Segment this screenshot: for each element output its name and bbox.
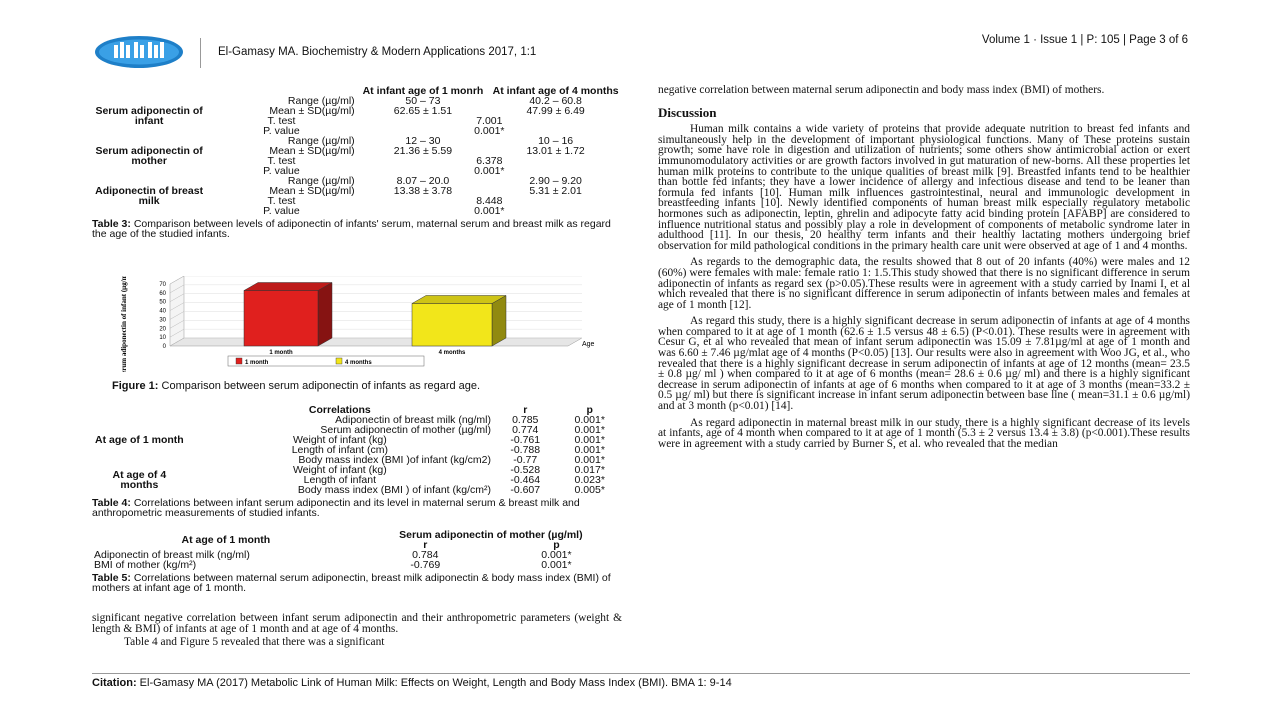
table-cell: 6.378 <box>476 155 503 167</box>
table-cell: 0.001* <box>574 454 605 466</box>
chart-bars <box>244 283 506 346</box>
table-4-header-label: Correlations <box>308 404 371 416</box>
table-cell: 7.001 <box>476 115 503 127</box>
table-4-header-r: r <box>523 404 528 416</box>
table-cell: 0.017* <box>574 464 605 476</box>
table-cell: Range (µg/ml) <box>287 95 355 107</box>
table-cell: Range (µg/ml) <box>287 175 355 187</box>
legend-swatch <box>336 358 342 364</box>
y-tick-label: 50 <box>159 299 166 306</box>
table-4-grid <box>92 405 622 495</box>
y-tick-label: 10 <box>159 335 166 342</box>
table-cell: 0.001* <box>574 444 605 456</box>
bar-front <box>412 303 492 346</box>
y-tick-label: 60 <box>159 290 166 297</box>
citation-text: El-Gamasy MA (2017) Metabolic Link of Human Milk: Effects on Weight, Length and Body Mass Index (BMI). BMA 1: 9-14 <box>136 677 732 689</box>
table-5-caption-text: Correlations between maternal serum adiponectin, breast milk adiponectin & body mass index (BMI) of mothers at infant age of 1 month. <box>92 572 611 594</box>
y-axis-label: Serum adiponectin of infant (µg/ml) <box>120 276 128 372</box>
table-3-col-1: At infant age of 1 monrh <box>362 85 484 97</box>
y-tick-label: 70 <box>159 282 166 288</box>
x-category-label: 1 month <box>269 350 293 356</box>
citation-label: Citation: <box>92 677 137 689</box>
table-cell: 0.023* <box>574 474 605 486</box>
table-cell: Length of infant <box>303 474 377 486</box>
table-cell: 47.99 ± 6.49 <box>526 105 585 117</box>
table-cell: BMI of mother (kg/m²) <box>94 559 197 571</box>
x-axis-label: Age <box>582 341 595 348</box>
paragraph: Human milk contains a wide variety of proteins that provide adequate nutrition to breast fed infants and simultaneously help in the development of important physiological functions. Many of These proteins sustain growth; some have role in digestion and utilization of nutrients; some others show antimicrobial action or exert immunomodulatory activities or are growth factors involved in gut maturation of new-borns. All these properties let human milk proteins to contribute to the unique qualities of breast milk [9]. Breastfed infants tend to be healthier than bottle fed infants; they have a lower incidence of allergy and infectious disease and tend to be leaner than formula fed infants [10]. Human milk influences gastrointestinal, neural and immunologic development in breastfeeding infants [10]. Newly identified components of human breast milk especially regulatory metabolic hormones such as adiponectin, leptin, ghrelin and adipocyte fatty acid binding protein [AFABP] are considered to influence nutritional status and possibly play a role in development of components of metabolic syndrome later in adulthood [11]. In our thesis, 20 healthy term infants and their healthy lactating mothers undergoing brief observation for mild pathological conditions in the primary health care unit were observed at age of 1 and 4 months. <box>658 123 1190 252</box>
table-cell: 40.2 – 60.8 <box>529 95 582 107</box>
table-cell: Mean ± SD(µg/ml) <box>269 145 355 157</box>
legend-swatch <box>236 358 242 364</box>
table-cell: Adiponectin of breast milk (ng/ml) <box>335 414 491 426</box>
bar-top <box>244 283 332 291</box>
table-cell: Mean ± SD(µg/ml) <box>269 105 355 117</box>
table-3-col-2: At infant age of 4 months <box>492 85 619 97</box>
table-cell: 0.001* <box>541 549 572 561</box>
paragraph: As regard adiponectin in maternal breast milk in our study, there is a highly significant decrease of its levels at infants, age of 4 month when compared to it at age of 1 month (5.3 ± 2 versus 13.4 ± 3.8) (p<0.001).These results were in agreement with a study carried by Burner S, et al. who revealed that the median <box>658 416 1190 450</box>
x-category-labels <box>269 350 466 356</box>
table-cell: Length of infant (cm) <box>291 444 388 456</box>
table-3-caption-text: Comparison between levels of adiponectin of infants' serum, maternal serum and breast milk as regard the age of the studied infants. <box>92 218 611 240</box>
chart-side-wall <box>170 276 184 346</box>
y-tick-label: 30 <box>159 317 166 324</box>
chart-gridlines <box>170 276 582 346</box>
table-5-head-right: Serum adiponectin of mother (µg/ml) <box>399 529 583 541</box>
table-4-group-label: At age of 1 month <box>95 434 184 446</box>
table-cell: -0.607 <box>510 484 541 496</box>
table-cell: -0.761 <box>510 434 541 446</box>
table-cell: 0.001* <box>474 165 505 177</box>
table-cell: 13.38 ± 3.78 <box>393 185 453 197</box>
right-body-text <box>658 85 1190 449</box>
table-cell: -0.77 <box>513 454 538 466</box>
table-cell: Body mass index (BMI ) of infant (kg/cm²) <box>297 484 491 496</box>
table-3-group-label: Serum adiponectin of mother <box>95 145 203 167</box>
paragraph: As regard this study, there is a highly significant decrease in serum adiponectin of infants at age of 4 months when compared to it at age of 1 month (62.6 ± 1.5 versus 48 ± 6.5) (P<0.01). These results were in agreement with Cesur G, et al who revealed that mean of infant serum adiponectin was 15.09 ± 7.81µg/ml at age of 1 month and was 6.60 ± 7.46 µg/mlat age of 4 months (P<0.05) [13]. Our results were also in agreement with Woo JG, et al., who revealed that there is a highly significant decrease in serum adiponectin of infants at age of 12 months (mean= 23.5 ± 0.8 µg/ ml ) when compared to it at age of 6 months (mean= 28.6 ± 0.6 µg/ ml) and there is a highly significant decrease in serum adiponectin of infants at age of 6 months when compared to it at age of 3 months (mean=33.2 ± 0.5 µg/ ml) but there is significant increase in infant serum adiponectin between base line ( mean=31.1 ± 0.6 µg/ml) and at 3 month (p<0.01) [14]. <box>658 315 1190 413</box>
header-divider <box>200 38 201 68</box>
table-cell: 21.36 ± 5.59 <box>393 145 453 157</box>
table-5-grid <box>92 530 622 570</box>
table-5-head-left: At age of 1 month <box>181 534 271 546</box>
table-cell: Weight of infant (kg) <box>292 464 387 476</box>
journal-logo <box>94 34 184 70</box>
legend-label: 4 months <box>345 360 372 366</box>
table-cell: 0.001* <box>574 424 605 436</box>
table-cell: 0.774 <box>512 424 539 436</box>
table-cell: 0.784 <box>412 549 439 561</box>
figure-1-chart <box>112 276 622 392</box>
table-cell: 5.31 ± 2.01 <box>529 185 582 197</box>
table-cell: T. test <box>267 195 296 207</box>
table-cell: 10 – 16 <box>538 135 574 147</box>
table-cell: 8.07 – 20.0 <box>396 175 450 187</box>
chart-legend <box>228 356 424 366</box>
table-cell: 0.785 <box>512 414 539 426</box>
footer-divider <box>92 673 1190 674</box>
table-cell: 0.001* <box>574 414 605 426</box>
table-cell: 62.65 ± 1.51 <box>393 105 453 117</box>
figure-1-caption-label: Figure 1: <box>112 380 159 392</box>
table-cell: P. value <box>263 125 300 137</box>
bar-side <box>318 283 332 346</box>
bar-chart <box>112 276 622 372</box>
table-5 <box>92 530 622 593</box>
table-cell: Serum adiponectin of mother (µg/ml) <box>320 424 491 436</box>
paragraph: negative correlation between maternal serum adiponectin and body mass index (BMI) of mothers. <box>658 84 1105 96</box>
table-4-header-p: p <box>586 404 593 416</box>
table-cell: Adiponectin of breast milk (ng/ml) <box>94 549 250 561</box>
paragraph: As regards to the demographic data, the results showed that 8 out of 20 infants (40%) were males and 12 (60%) were females with male: female ratio 1: 1.5.This study showed that there is no significant difference in serum adiponectin of infants as regard sex (p>0.05).These results were in agreement with a study carried by Inami I, et al which revealed that there is no significant difference in serum adiponectin of infants between males and females at age of 1 month [12]. <box>658 256 1190 311</box>
paragraph: significant negative correlation between infant serum adiponectin and their anthropometric parameters (weight & length & BMI) of infants at age of 1 month and at age of 4 months. <box>92 612 622 635</box>
y-tick-labels <box>159 282 166 350</box>
table-cell: Weight of infant (kg) <box>292 434 387 446</box>
header-volume-line: Volume 1 · Issue 1 | P: 105 | Page 3 of 6 <box>981 34 1188 46</box>
bar-side <box>492 295 506 346</box>
table-cell: 13.01 ± 1.72 <box>526 145 585 157</box>
table-cell: 12 – 30 <box>405 135 441 147</box>
y-tick-label: 0 <box>162 344 166 350</box>
table-cell: -0.788 <box>510 444 541 456</box>
paragraph: Table 4 and Figure 5 revealed that there was a significant <box>124 636 385 649</box>
table-cell: 0.001* <box>474 205 505 217</box>
table-4-group-label: At age of 4 months <box>112 469 167 491</box>
table-row <box>92 560 622 570</box>
table-cell: P. value <box>263 165 300 177</box>
table-3 <box>92 86 622 239</box>
table-4-caption <box>92 498 622 518</box>
legend-label: 1 month <box>245 360 269 366</box>
table-cell: P. value <box>263 205 300 217</box>
table-cell: Mean ± SD(µg/ml) <box>269 185 355 197</box>
figure-1-caption-text: Comparison between serum adiponectin of infants as regard age. <box>158 380 481 392</box>
table-cell: -0.464 <box>510 474 541 486</box>
table-5-caption <box>92 573 622 593</box>
section-heading: Discussion <box>658 104 717 120</box>
table-4-caption-label: Table 4: <box>92 497 131 509</box>
table-4-caption-text: Correlations between infant serum adiponectin and its level in maternal serum & breast milk and anthropometric measurements of studied infants. <box>92 497 580 519</box>
left-body-text <box>92 613 622 648</box>
table-cell: 0.005* <box>574 484 605 496</box>
y-tick-label: 40 <box>159 308 166 315</box>
table-5-head-r: r <box>423 539 428 551</box>
table-3-group-label: Serum adiponectin of infant <box>95 105 203 127</box>
table-cell: Range (µg/ml) <box>287 135 355 147</box>
table-3-group-label: Adiponectin of breast milk <box>95 185 204 207</box>
table-cell: 0.001* <box>541 559 572 571</box>
table-cell: -0.769 <box>410 559 441 571</box>
chart-floor <box>170 338 582 346</box>
table-cell: T. test <box>267 115 296 127</box>
citation <box>92 677 732 689</box>
x-category-label: 4 months <box>438 350 466 356</box>
bar-front <box>244 291 318 346</box>
table-4 <box>92 405 622 518</box>
header-author-line: El-Gamasy MA. Biochemistry & Modern Applications 2017, 1:1 <box>218 46 537 58</box>
table-5-caption-label: Table 5: <box>92 572 131 584</box>
figure-1-caption <box>112 381 622 392</box>
table-cell: 2.90 – 9.20 <box>529 175 582 187</box>
table-cell: 0.001* <box>474 125 505 137</box>
table-3-caption <box>92 219 622 239</box>
table-3-caption-label: Table 3: <box>92 218 131 230</box>
bar-top <box>412 295 506 303</box>
table-cell: 8.448 <box>476 195 503 207</box>
table-cell: 0.001* <box>574 434 605 446</box>
table-cell: Body mass index (BMI )of infant (kg/cm2) <box>298 454 491 466</box>
table-cell: 50 – 73 <box>405 95 441 107</box>
table-3-grid <box>92 86 622 216</box>
y-tick-label: 20 <box>159 326 166 333</box>
table-cell: -0.528 <box>510 464 541 476</box>
table-cell: T. test <box>267 155 296 167</box>
table-5-head-p: p <box>553 539 560 551</box>
